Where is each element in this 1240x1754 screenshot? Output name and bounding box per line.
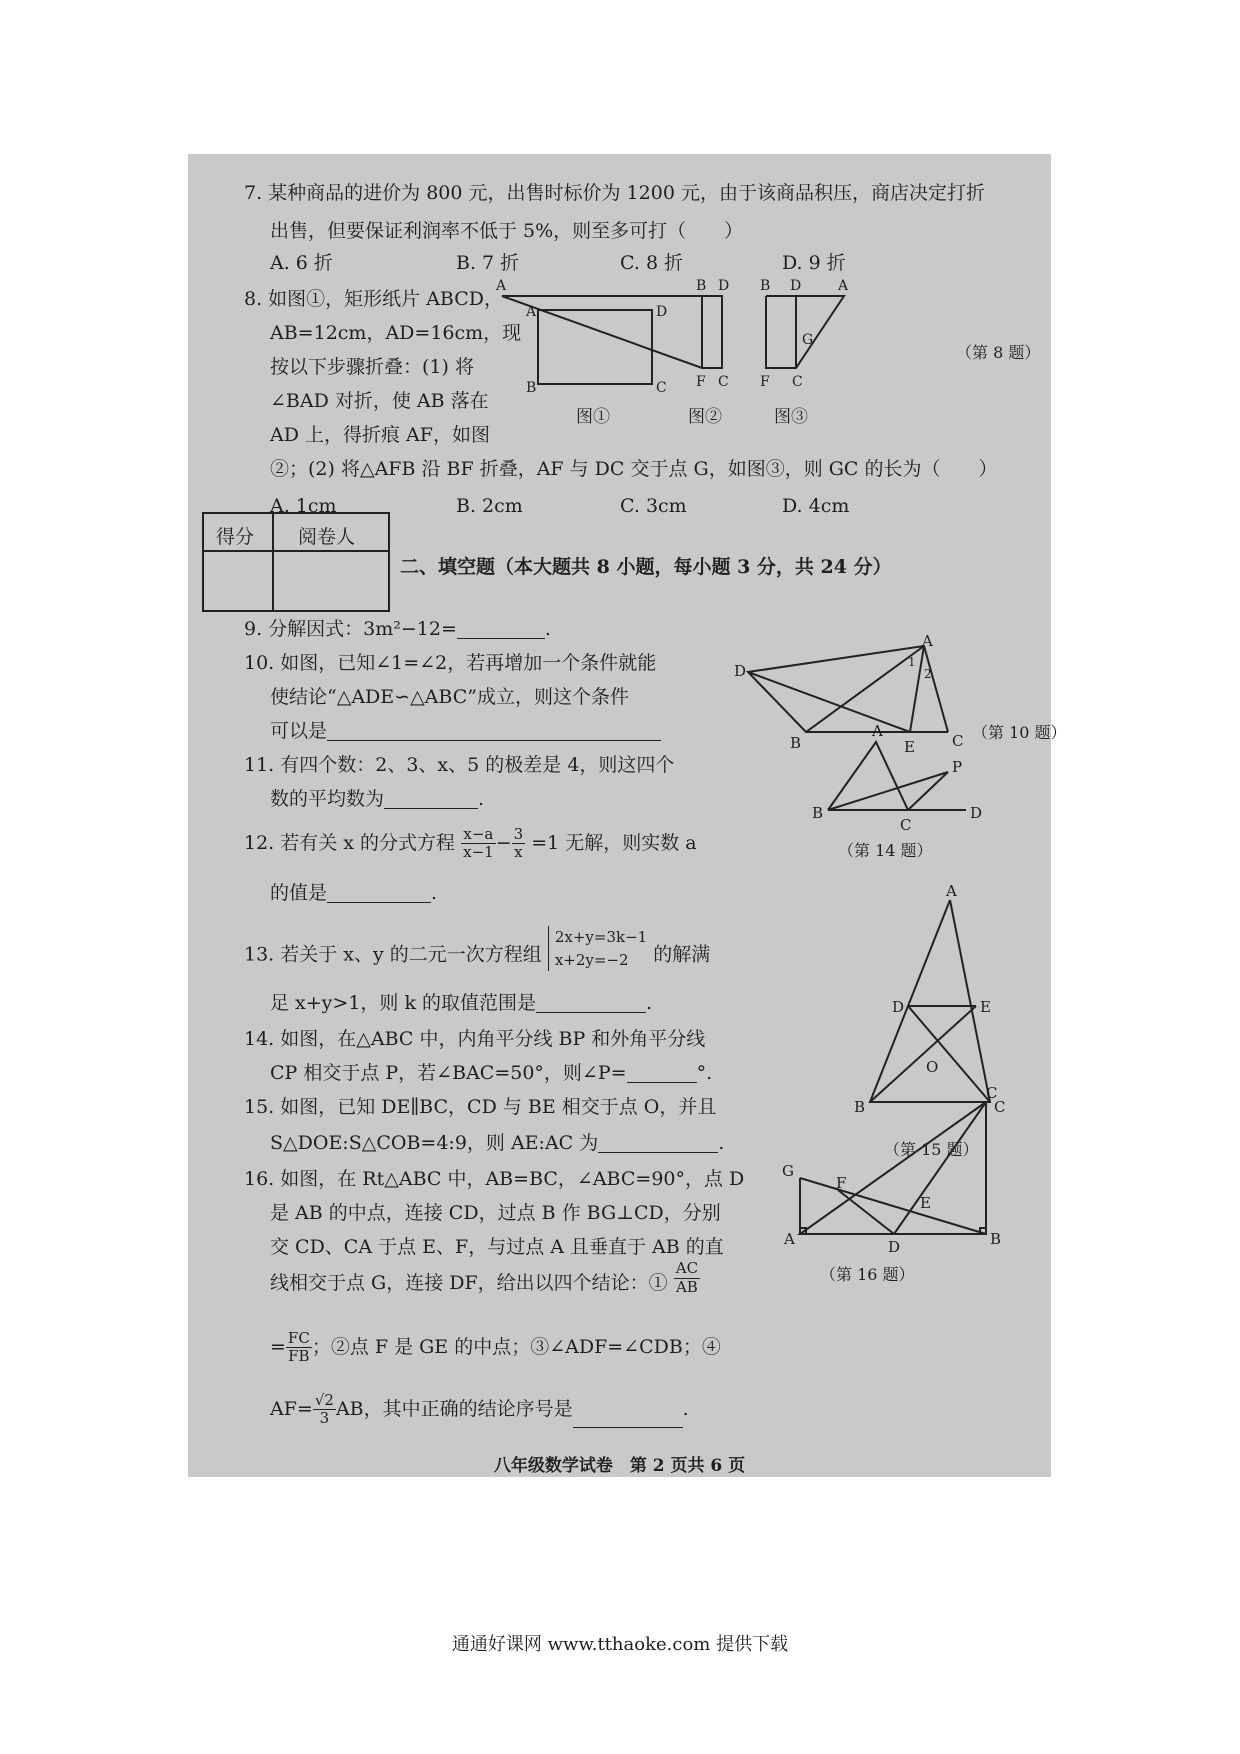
section2-title: 二、填空题（本大题共 8 小题，每小题 3 分，共 24 分） xyxy=(400,556,892,578)
q7-line1: 7. 某种商品的进价为 800 元，出售时标价为 1200 元，由于该商品积压，商店决定打折 xyxy=(244,182,985,204)
q16-line6-rest: AB，其中正确的结论序号是 xyxy=(335,1397,573,1420)
q8-line3: 按以下步骤折叠：(1) 将 xyxy=(270,356,474,378)
q8-fig1-caption: 图① xyxy=(576,407,610,427)
q10-caption: （第 10 题） xyxy=(972,723,1067,742)
q12-minus: − xyxy=(495,831,512,854)
q10-line1: 10. 如图，已知∠1=∠2，若再增加一个条件就能 xyxy=(244,652,657,674)
q8-fig2-label-d: D xyxy=(718,278,730,294)
q16-label-g: G xyxy=(782,1162,794,1180)
q8-fig1-rectangle xyxy=(538,310,652,384)
q15-label-b: B xyxy=(854,1098,866,1116)
q12-frac2-num: 3 xyxy=(513,825,524,843)
q12-fraction-2 xyxy=(512,826,526,862)
q14-line1: 14. 如图，在△ABC 中，内角平分线 BP 和外角平分线 xyxy=(244,1028,706,1050)
q13-end: . xyxy=(646,992,653,1014)
q16-frac-sqrt2: √2 xyxy=(314,1391,334,1409)
q8-option-b: B. 2cm xyxy=(456,495,523,517)
q10-line3 xyxy=(270,722,661,741)
q8-fig1-label-b: B xyxy=(526,380,537,396)
q16-line5 xyxy=(270,1330,721,1366)
q7-line2: 出售，但要保证利润率不低于 5%，则至多可打（ ） xyxy=(270,220,744,242)
q11-prompt: 数的平均数为 xyxy=(270,788,385,810)
q16-frac-ac: AC xyxy=(675,1259,699,1278)
q12-line1 xyxy=(244,826,697,862)
q9-prompt: 9. 分解因式：3m²−12= xyxy=(244,618,457,640)
q7-option-b: B. 7 折 xyxy=(456,252,520,274)
q15-label-c: C xyxy=(994,1098,1006,1116)
q13-line2 xyxy=(270,994,652,1013)
q13-equation-system xyxy=(548,926,647,971)
q9-end: . xyxy=(544,618,551,640)
q15-caption: （第 15 题） xyxy=(884,1140,979,1159)
q7-option-d: D. 9 折 xyxy=(782,252,846,274)
q16-frac-3: 3 xyxy=(319,1409,330,1428)
q13-prompt-2: 足 x+y>1，则 k 的取值范围是 xyxy=(270,992,537,1014)
q15-end: . xyxy=(718,1132,725,1154)
score-table-grader-label: 阅卷人 xyxy=(298,526,356,548)
q16-label-e: E xyxy=(920,1194,931,1212)
q10-angle-2: 2 xyxy=(924,667,932,681)
q7-option-a: A. 6 折 xyxy=(270,252,333,274)
q16-af: AF= xyxy=(270,1397,313,1420)
q8-fig3-label-g: G xyxy=(802,332,814,348)
q15-label-e: E xyxy=(980,998,991,1016)
q8-fig2-label-a: A xyxy=(496,278,507,294)
q14-end: °. xyxy=(696,1062,713,1084)
q8-option-a: A. 1cm xyxy=(270,495,337,517)
q13-prompt: 13. 若关于 x、y 的二元一次方程组 xyxy=(244,943,542,966)
q16-line1: 16. 如图，在 Rt△ABC 中，AB=BC，∠ABC=90°，点 D xyxy=(244,1168,745,1190)
q13-eq2: x+2y=−2 xyxy=(554,950,629,969)
q10-line2: 使结论“△ADE∽△ABC”成立，则这个条件 xyxy=(270,686,629,708)
q12-prompt: 12. 若有关 x 的分式方程 xyxy=(244,831,456,854)
scanned-exam-page xyxy=(188,154,1067,1477)
q8-line2: AB=12cm，AD=16cm，现 xyxy=(270,322,522,344)
q16-line5-rest: ；②点 F 是 GE 的中点；③∠ADF=∠CDB；④ xyxy=(311,1335,721,1358)
q8-figures xyxy=(488,272,1048,452)
q16-end: . xyxy=(682,1397,689,1420)
q8-line4: ∠BAD 对折，使 AB 落在 xyxy=(270,390,489,412)
q16-line3: 交 CD、CA 于点 E、F，与过点 A 且垂直于 AB 的直 xyxy=(270,1236,724,1258)
q16-label-c: C xyxy=(986,1084,998,1102)
q14-label-d: D xyxy=(970,804,983,822)
q11-end: . xyxy=(478,788,485,810)
q8-line5: AD 上，得折痕 AF，如图 xyxy=(270,424,490,446)
q8-fig3-caption: 图③ xyxy=(774,407,808,427)
q16-equals: = xyxy=(270,1335,286,1358)
score-table-score-label: 得分 xyxy=(216,526,255,548)
q16-label-a: A xyxy=(784,1230,795,1248)
q12-line2 xyxy=(270,884,437,903)
q9-text xyxy=(244,620,551,639)
page-footer: 八年级数学试卷 第 2 页共 6 页 xyxy=(493,1456,746,1476)
q14-label-p: P xyxy=(952,758,963,776)
q15-prompt: S△DOE:S△COB=4:9，则 AE:AC 为 xyxy=(270,1132,599,1154)
q12-end: . xyxy=(431,882,438,904)
q13-line1 xyxy=(244,928,711,971)
q8-fig2-label-c: C xyxy=(718,374,729,390)
q8-fig3-label-f: F xyxy=(760,374,770,390)
q15-line1: 15. 如图，已知 DE∥BC，CD 与 BE 相交于点 O，并且 xyxy=(244,1096,717,1118)
q8-fig3-label-b: B xyxy=(760,278,771,294)
q12-fraction-1 xyxy=(461,826,496,862)
q16-line6 xyxy=(270,1392,689,1428)
q8-option-c: C. 3cm xyxy=(620,495,687,517)
q8-fig3-label-c: C xyxy=(792,374,803,390)
q8-option-d: D. 4cm xyxy=(782,495,850,517)
q14-caption: （第 14 题） xyxy=(838,841,933,860)
q8-fig1-label-d: D xyxy=(656,304,668,320)
q16-fraction-sqrt2-3 xyxy=(313,1392,336,1428)
q12-frac2-den: x xyxy=(514,843,523,862)
q10-label-d: D xyxy=(734,662,747,680)
q10-prompt: 可以是 xyxy=(270,720,328,742)
q16-label-f: F xyxy=(836,1174,847,1192)
q14-label-a: A xyxy=(872,722,883,740)
q8-fig2-caption: 图② xyxy=(688,407,722,427)
score-table xyxy=(202,512,390,612)
q16-frac-fb: FB xyxy=(288,1347,310,1366)
q11-line2 xyxy=(270,790,484,809)
q10-label-c: C xyxy=(952,732,964,750)
q8-fig2-label-b: B xyxy=(696,278,707,294)
q10-label-b: B xyxy=(790,734,802,752)
q16-fraction-ac-ab xyxy=(674,1260,700,1296)
q15-label-a: A xyxy=(946,882,957,900)
q16-fraction-fc-fb xyxy=(286,1330,312,1366)
q8-figure-caption: （第 8 题） xyxy=(956,343,1041,362)
q14-line2 xyxy=(270,1064,712,1083)
q16-line2: 是 AB 的中点，连接 CD，过点 B 作 BG⊥CD，分别 xyxy=(270,1202,721,1224)
q10-angle-1: 1 xyxy=(908,655,916,669)
q14-figure xyxy=(800,722,1050,862)
q15-label-o: O xyxy=(926,1058,939,1076)
q10-label-e: E xyxy=(904,738,915,756)
q8-fig1-label-a: A xyxy=(526,304,537,320)
q12-frac1-den: x−1 xyxy=(463,843,494,862)
q15-line2 xyxy=(270,1134,724,1153)
q8-fig3-label-a: A xyxy=(838,278,849,294)
q11-line1: 11. 有四个数：2、3、x、5 的极差是 4，则这四个 xyxy=(244,754,675,776)
q12-frac1-num: x−a xyxy=(461,826,496,844)
q8-line6: ②；(2) 将△AFB 沿 BF 折叠，AF 与 DC 交于点 G，如图③，则 GC 的长为（ ） xyxy=(270,458,998,480)
q16-label-d: D xyxy=(888,1238,901,1256)
source-credit: 通通好课网 www.tthaoke.com 提供下载 xyxy=(451,1634,789,1655)
q13-suffix: 的解满 xyxy=(653,943,711,966)
q16-caption: （第 16 题） xyxy=(820,1265,915,1284)
q12-prompt-2: 的值是 xyxy=(270,882,328,904)
q14-label-b: B xyxy=(812,804,824,822)
q8-fig2-label-f: F xyxy=(696,374,706,390)
q16-label-b: B xyxy=(990,1230,1002,1248)
q8-fig1-label-c: C xyxy=(656,380,667,396)
q15-label-d: D xyxy=(892,998,905,1016)
q16-line4 xyxy=(270,1259,700,1296)
q13-eq1: 2x+y=3k−1 xyxy=(554,928,648,946)
q8-line1: 8. 如图①，矩形纸片 ABCD， xyxy=(244,288,504,310)
q16-prompt: 线相交于点 G，连接 DF，给出以四个结论：① xyxy=(270,1272,668,1294)
q16-frac-fc: FC xyxy=(287,1329,310,1347)
q14-label-c: C xyxy=(900,816,912,834)
q16-frac-ab: AB xyxy=(675,1277,698,1296)
q14-prompt: CP 相交于点 P，若∠BAC=50°，则∠P= xyxy=(270,1062,627,1084)
q7-option-c: C. 8 折 xyxy=(620,252,684,274)
q16-figure xyxy=(780,1084,1040,1290)
q8-fig3-label-d: D xyxy=(790,278,802,294)
q12-suffix: =1 无解，则实数 a xyxy=(531,831,697,854)
q10-label-a: A xyxy=(922,632,933,650)
